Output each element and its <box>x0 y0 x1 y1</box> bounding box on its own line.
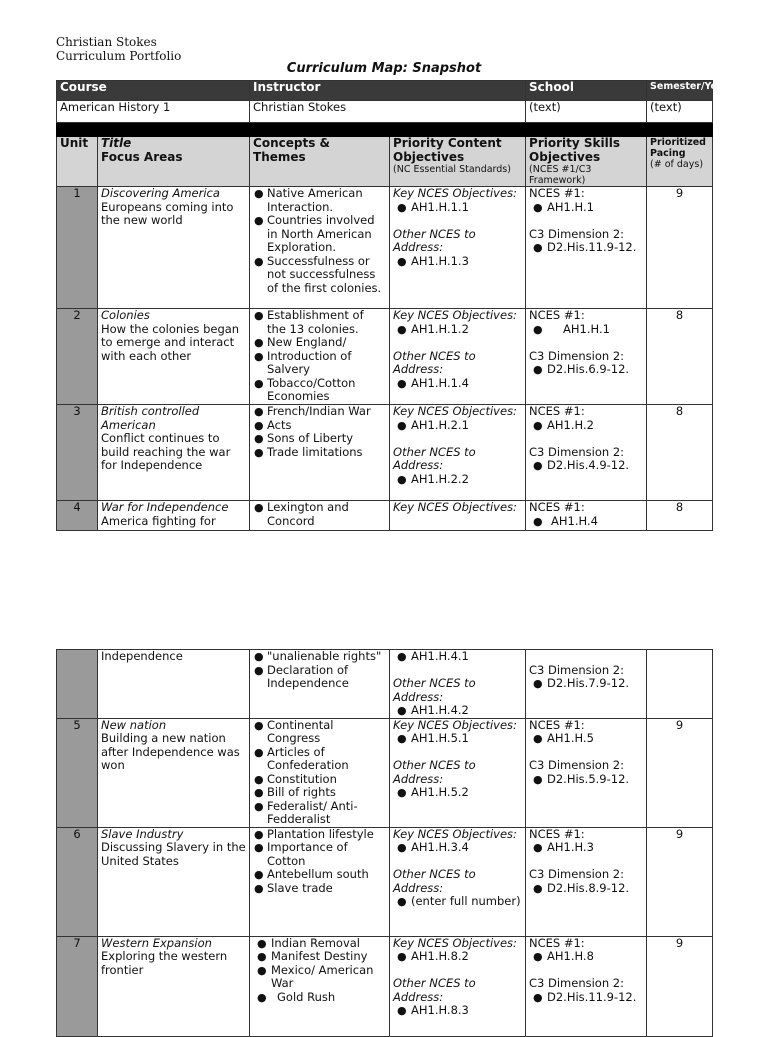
other-objectives-label: Other NCES to Address: <box>393 676 476 704</box>
info-header-row <box>57 81 713 101</box>
unit-focus: America fighting for <box>101 513 216 528</box>
content-objectives-cell <box>390 309 526 405</box>
course-value: American History 1 <box>57 101 250 123</box>
unit-row-continued <box>57 650 713 719</box>
school-heading: School <box>526 81 647 101</box>
objective-item: ● AH1.H.2.1 <box>393 419 522 433</box>
c3-label: C3 Dimension 2: <box>529 758 624 772</box>
skill-item: ● AH1.H.2 <box>529 419 643 433</box>
unit-row <box>57 309 713 405</box>
concepts-column-header: Concepts & Themes <box>250 137 390 187</box>
concept-item: ● Continental Congress <box>253 719 386 746</box>
unit-focus: Conflict continues to build reaching the war for Independence <box>101 431 231 472</box>
concepts-cell <box>250 309 390 405</box>
pacing-days: 9 <box>647 936 713 1036</box>
skills-objectives-cell <box>526 650 647 719</box>
concept-item: ● Trade limitations <box>253 446 386 460</box>
unit-title-cell <box>98 309 250 405</box>
skill-item: ● AH1.H.3 <box>529 841 643 855</box>
objective-item: ● AH1.H.4.1 <box>393 650 522 664</box>
author-name: Christian Stokes <box>56 35 157 49</box>
concept-item: ● Establishment of the 13 colonies. <box>253 309 386 336</box>
concept-item: ● New England/ <box>253 336 386 350</box>
content-objectives-cell <box>390 827 526 936</box>
nces-label: NCES #1: <box>529 186 585 200</box>
concept-item: ● Bill of rights <box>253 786 386 800</box>
unit-title-cell <box>98 827 250 936</box>
objective-item: ● AH1.H.1.4 <box>393 377 522 391</box>
pacing-column-header <box>647 137 713 187</box>
unit-title: Colonies <box>101 308 150 322</box>
unit-title-cell <box>98 501 250 531</box>
pacing-days: 9 <box>647 187 713 309</box>
concept-item: ● Antebellum south <box>253 868 386 882</box>
objective-item: ● AH1.H.4.2 <box>393 704 522 718</box>
unit-title: War for Independence <box>101 500 229 514</box>
unit-number: 7 <box>57 936 98 1036</box>
key-objectives-label: Key NCES Objectives: <box>393 308 517 322</box>
c3-label: C3 Dimension 2: <box>529 348 625 363</box>
unit-title-cell <box>98 936 250 1036</box>
unit-number: 1 <box>57 187 98 309</box>
nces-label: NCES #1: <box>529 717 585 732</box>
skills-objectives-cell <box>526 187 647 309</box>
other-objectives-label: Other NCES to Address: <box>393 226 476 254</box>
unit-row <box>57 936 713 1036</box>
concept-item: ● Importance of Cotton <box>253 841 386 868</box>
content-objectives-cell <box>390 501 526 531</box>
concepts-cell <box>250 187 390 309</box>
skill-item: ● D2.His.5.9-12. <box>529 773 643 787</box>
concept-item: ● Sons of Liberty <box>253 432 386 446</box>
concept-item: ● Federalist/ Anti-Fedderalist <box>253 800 386 827</box>
objective-item: ● AH1.H.1.2 <box>393 323 522 337</box>
unit-column-header: Unit <box>57 137 98 187</box>
course-heading: Course <box>57 81 250 101</box>
skills-objectives-cell <box>526 718 647 827</box>
objective-item: ● AH1.H.2.2 <box>393 473 522 487</box>
unit-title: Western Expansion <box>101 935 212 950</box>
semester-value: (text) <box>647 101 713 123</box>
skills-objectives-cell <box>526 405 647 501</box>
unit-title: Discovering America <box>101 186 220 200</box>
info-value-row <box>57 101 713 123</box>
unit-focus: Europeans coming into the new world <box>101 199 234 227</box>
page-title: Curriculum Map: Snapshot <box>286 61 482 76</box>
unit-number: 3 <box>57 405 98 501</box>
separator-row <box>57 123 713 137</box>
skill-item: ● D2.His.8.9-12. <box>529 882 643 896</box>
content-sub-label: (NC Essential Standards) <box>393 164 511 175</box>
skill-item: ● D2.His.4.9-12. <box>529 459 643 473</box>
content-objectives-cell <box>390 187 526 309</box>
objective-item: ● AH1.H.8.2 <box>393 950 522 964</box>
content-objectives-cell <box>390 405 526 501</box>
pacing-days: 8 <box>647 405 713 501</box>
objective-item: ● AH1.H.1.1 <box>393 201 522 215</box>
concept-item: ● Successfulness or not successfulness of the first colonies. <box>253 255 386 296</box>
other-objectives-label: Other NCES to Address: <box>393 758 476 786</box>
unit-row <box>57 501 713 531</box>
curriculum-table-page-1 <box>56 80 728 531</box>
nces-label: NCES #1: <box>529 308 585 322</box>
unit-focus: How the colonies began to emerge and interact with each other <box>101 321 240 363</box>
content-objectives-cell <box>390 936 526 1036</box>
objective-item: ● AH1.H.8.3 <box>393 1004 522 1018</box>
concepts-cell <box>250 501 390 531</box>
unit-row <box>57 827 713 936</box>
unit-focus: Exploring the western frontier <box>101 949 228 977</box>
content-label: Priority Content Objectives <box>393 136 502 164</box>
skill-item: ● AH1.H.8 <box>529 950 643 964</box>
concept-item: ● Declaration of Independence <box>253 664 386 691</box>
unit-number: 6 <box>57 827 98 936</box>
concept-item: ● Countries involved in North American Exploration. <box>253 214 386 255</box>
skill-item: ● D2.His.11.9-12. <box>529 241 643 255</box>
concept-item: ● Slave trade <box>253 882 386 896</box>
skill-item: ● D2.His.7.9-12. <box>529 677 643 691</box>
objective-item: ● (enter full number) <box>393 895 522 909</box>
curriculum-table-page-2 <box>56 649 713 1037</box>
pacing-days: 8 <box>647 501 713 531</box>
other-objectives-label: Other NCES to Address: <box>393 444 476 472</box>
concept-item: ● Mexico/ American War <box>253 964 386 991</box>
nces-label: NCES #1: <box>529 935 585 950</box>
skill-item: ● AH1.H.4 <box>529 515 643 529</box>
unit-number: 2 <box>57 309 98 405</box>
concepts-cell <box>250 718 390 827</box>
skill-item: ● AH1.H.5 <box>529 732 643 746</box>
school-value: (text) <box>526 101 647 123</box>
skills-objectives-cell <box>526 827 647 936</box>
concept-item: ● Plantation lifestyle <box>253 828 386 842</box>
unit-number: 4 <box>57 501 98 531</box>
instructor-heading: Instructor <box>250 81 526 101</box>
pacing-days: 9 <box>647 718 713 827</box>
unit-focus: Independence <box>101 649 183 663</box>
skill-item: ● AH1.H.1 <box>529 323 643 337</box>
pacing-days: 8 <box>647 309 713 405</box>
unit-row <box>57 718 713 827</box>
c3-label: C3 Dimension 2: <box>529 976 624 990</box>
other-objectives-label: Other NCES to Address: <box>393 867 476 895</box>
objective-item: ● AH1.H.5.1 <box>393 732 522 746</box>
concept-item: ● Gold Rush <box>253 991 386 1005</box>
c3-label: C3 Dimension 2: <box>529 662 624 677</box>
concept-item: ● Articles of Confederation <box>253 746 386 773</box>
unit-title: British controlled American <box>101 404 200 432</box>
skills-objectives-cell <box>526 936 647 1036</box>
nces-label: NCES #1: <box>529 826 585 841</box>
unit-title: New nation <box>101 717 167 732</box>
semester-heading: Semester/Year <box>647 81 713 101</box>
skills-objectives-cell <box>526 309 647 405</box>
skill-item: ● D2.His.11.9-12. <box>529 991 643 1005</box>
objective-item: ● AH1.H.5.2 <box>393 786 522 800</box>
key-objectives-label: Key NCES Objectives: <box>393 186 517 200</box>
concept-item: ● Indian Removal <box>253 937 386 951</box>
unit-focus: Building a new nation after Independence was won <box>101 731 240 772</box>
nces-label: NCES #1: <box>529 404 585 418</box>
other-objectives-label: Other NCES to Address: <box>393 976 476 1004</box>
concept-item: ● Introduction of Salvery <box>253 350 386 377</box>
concept-item: ● Manifest Destiny <box>253 950 386 964</box>
concept-item: ● Lexington and Concord <box>253 501 386 528</box>
key-objectives-label: Key NCES Objectives: <box>393 404 517 418</box>
unit-title: Slave Industry <box>101 826 184 841</box>
unit-title-cell <box>98 405 250 501</box>
key-objectives-label: Key NCES Objectives: <box>393 717 517 732</box>
pacing-days: 9 <box>647 827 713 936</box>
objective-item: ● AH1.H.1.3 <box>393 255 522 269</box>
unit-focus: Discussing Slavery in the United States <box>101 840 246 868</box>
pacing-label: Prioritized Pacing <box>650 137 706 159</box>
portfolio-label: Curriculum Portfolio <box>56 49 182 63</box>
unit-title-cell <box>98 187 250 309</box>
skill-item: ● D2.His.6.9-12. <box>529 363 643 377</box>
title-column-header <box>98 137 250 187</box>
concept-item: ● "unalienable rights" <box>253 650 386 664</box>
key-objectives-label: Key NCES Objectives: <box>393 826 517 841</box>
unit-row <box>57 187 713 309</box>
unit-row <box>57 405 713 501</box>
skills-label: Priority Skills Objectives <box>529 136 620 164</box>
concepts-cell <box>250 650 390 719</box>
concepts-cell <box>250 936 390 1036</box>
concept-item: ● French/Indian War <box>253 405 386 419</box>
pacing-sub-label: (# of days) <box>650 159 704 170</box>
c3-label: C3 Dimension 2: <box>529 867 624 881</box>
skills-objectives-cell <box>526 501 647 531</box>
content-objectives-cell <box>390 650 526 719</box>
concept-item: ● Constitution <box>253 773 386 787</box>
unit-number: 5 <box>57 718 98 827</box>
key-objectives-label: Key NCES Objectives: <box>393 500 517 514</box>
concept-item: ● Acts <box>253 419 386 433</box>
document-header <box>56 35 181 63</box>
content-column-header <box>390 137 526 187</box>
content-objectives-cell <box>390 718 526 827</box>
skills-column-header <box>526 137 647 187</box>
key-objectives-label: Key NCES Objectives: <box>393 935 517 950</box>
concepts-cell <box>250 405 390 501</box>
instructor-value: Christian Stokes <box>250 101 526 123</box>
concept-item: ● Tobacco/Cotton Economies <box>253 377 386 404</box>
title-label: Title <box>101 136 132 150</box>
unit-title-cell <box>98 718 250 827</box>
c3-label: C3 Dimension 2: <box>529 444 625 459</box>
focus-label: Focus Areas <box>101 149 183 164</box>
skills-sub-label: (NCES #1/C3 Framework) <box>529 164 592 186</box>
column-header-row <box>57 137 713 187</box>
concepts-cell <box>250 827 390 936</box>
objective-item: ● AH1.H.3.4 <box>393 841 522 855</box>
skill-item: ● AH1.H.1 <box>529 201 643 215</box>
unit-title-cell <box>98 650 250 719</box>
c3-label: C3 Dimension 2: <box>529 226 625 241</box>
concept-item: ● Native American Interaction. <box>253 187 386 214</box>
nces-label: NCES #1: <box>529 500 585 514</box>
other-objectives-label: Other NCES to Address: <box>393 348 476 376</box>
